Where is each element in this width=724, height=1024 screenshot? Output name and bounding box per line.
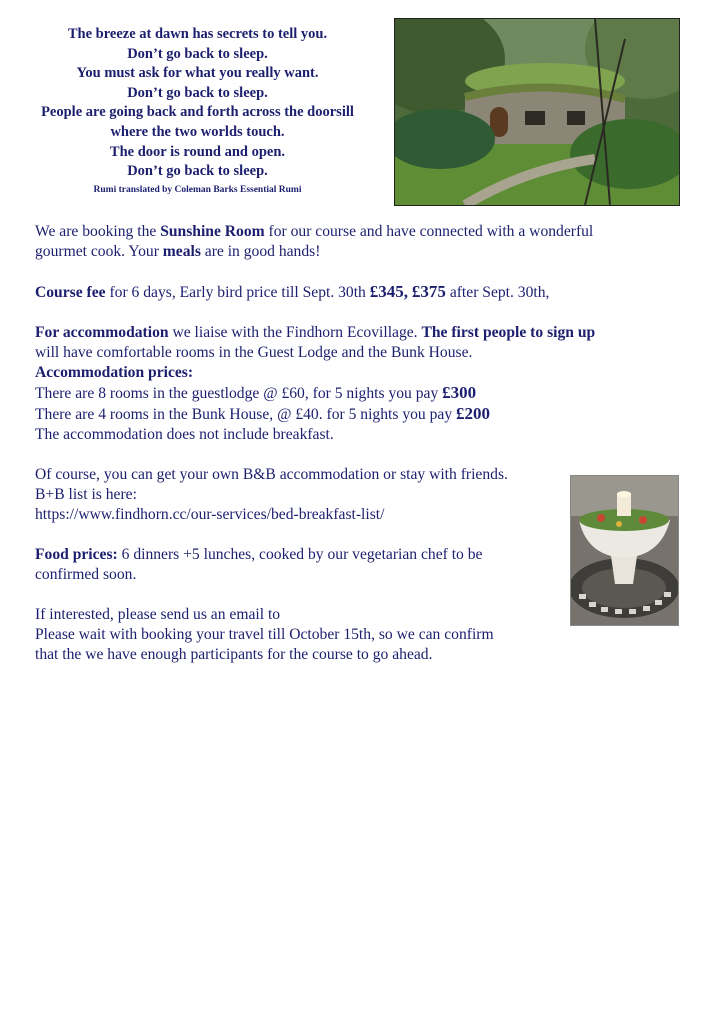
bunkhouse-price-line bbox=[35, 404, 695, 425]
poem bbox=[20, 25, 375, 197]
accommodation-line-1 bbox=[35, 323, 695, 343]
course-fee-line bbox=[35, 282, 695, 303]
text: are in good hands! bbox=[200, 243, 321, 260]
accommodation-prices-heading: Accommodation prices: bbox=[35, 364, 194, 381]
text: after Sept. 30th, bbox=[445, 284, 550, 301]
accommodation-line-2: will have comfortable rooms in the Guest Lodge and the Bunk House. bbox=[35, 344, 473, 361]
course-fee-label: Course fee bbox=[35, 284, 106, 301]
poem-line: where the two worlds touch. bbox=[110, 123, 285, 140]
first-signup-text: The first people to sign up bbox=[421, 324, 596, 341]
text: We are booking the bbox=[35, 223, 161, 240]
text: 6 dinners +5 lunches, cooked by our vegetarian chef to be bbox=[117, 546, 483, 563]
bnb-line-2: B+B list is here: bbox=[35, 486, 137, 503]
accommodation-label: For accommodation bbox=[35, 324, 169, 341]
poem-line: Don’t go back to sleep. bbox=[127, 45, 268, 62]
breakfast-note: The accommodation does not include breakfast. bbox=[35, 426, 334, 443]
late-price: £375 bbox=[411, 282, 446, 301]
poem-line: Don’t go back to sleep. bbox=[127, 163, 268, 180]
text: There are 4 rooms in the Bunk House, @ £40. for 5 nights you pay bbox=[35, 406, 457, 423]
contact-line-2: Please wait with booking your travel till October 15th, so we can confirm bbox=[35, 626, 494, 643]
poem-line: The breeze at dawn has secrets to tell you. bbox=[67, 26, 328, 42]
early-bird-price: £345, bbox=[369, 282, 409, 301]
guestlodge-price: £300 bbox=[442, 383, 477, 402]
poem-line: Don’t go back to sleep. bbox=[127, 84, 268, 101]
bnb-list-link[interactable]: https://www.findhorn.cc/our-services/bed-breakfast-list/ bbox=[35, 506, 385, 523]
text: for our course and have connected with a wonderful bbox=[264, 223, 594, 240]
food-prices-label: Food prices: bbox=[35, 546, 118, 563]
meals-text: meals bbox=[162, 243, 201, 260]
contact-line-1: If interested, please send us an email to bbox=[35, 606, 281, 623]
text: There are 8 rooms in the guestlodge @ £60, for 5 nights you pay bbox=[35, 385, 443, 402]
poem-line: People are going back and forth across the doorsill bbox=[41, 104, 354, 121]
poem-credit: Rumi translated by Coleman Barks Essential Rumi bbox=[93, 184, 302, 195]
food-bowl-photo bbox=[570, 475, 679, 626]
booking-line-2 bbox=[35, 242, 695, 262]
food-prices-line-2: confirmed soon. bbox=[35, 566, 137, 583]
bunkhouse-price: £200 bbox=[456, 404, 491, 423]
stone-house-photo bbox=[394, 18, 680, 206]
bnb-line-1: Of course, you can get your own B&B accommodation or stay with friends. bbox=[35, 466, 508, 483]
poem-line: You must ask for what you really want. bbox=[76, 65, 319, 82]
text: we liaise with the Findhorn Ecovillage. bbox=[168, 324, 422, 341]
sunshine-room-text: Sunshine Room bbox=[160, 223, 265, 240]
text: for 6 days, Early bird price till Sept. 30th bbox=[105, 284, 370, 301]
contact-line-3: that the we have enough participants for the course to go ahead. bbox=[35, 646, 433, 663]
guestlodge-price-line bbox=[35, 383, 695, 404]
text: gourmet cook. Your bbox=[35, 243, 163, 260]
booking-line-1 bbox=[35, 222, 695, 242]
poem-line: The door is round and open. bbox=[109, 143, 286, 160]
